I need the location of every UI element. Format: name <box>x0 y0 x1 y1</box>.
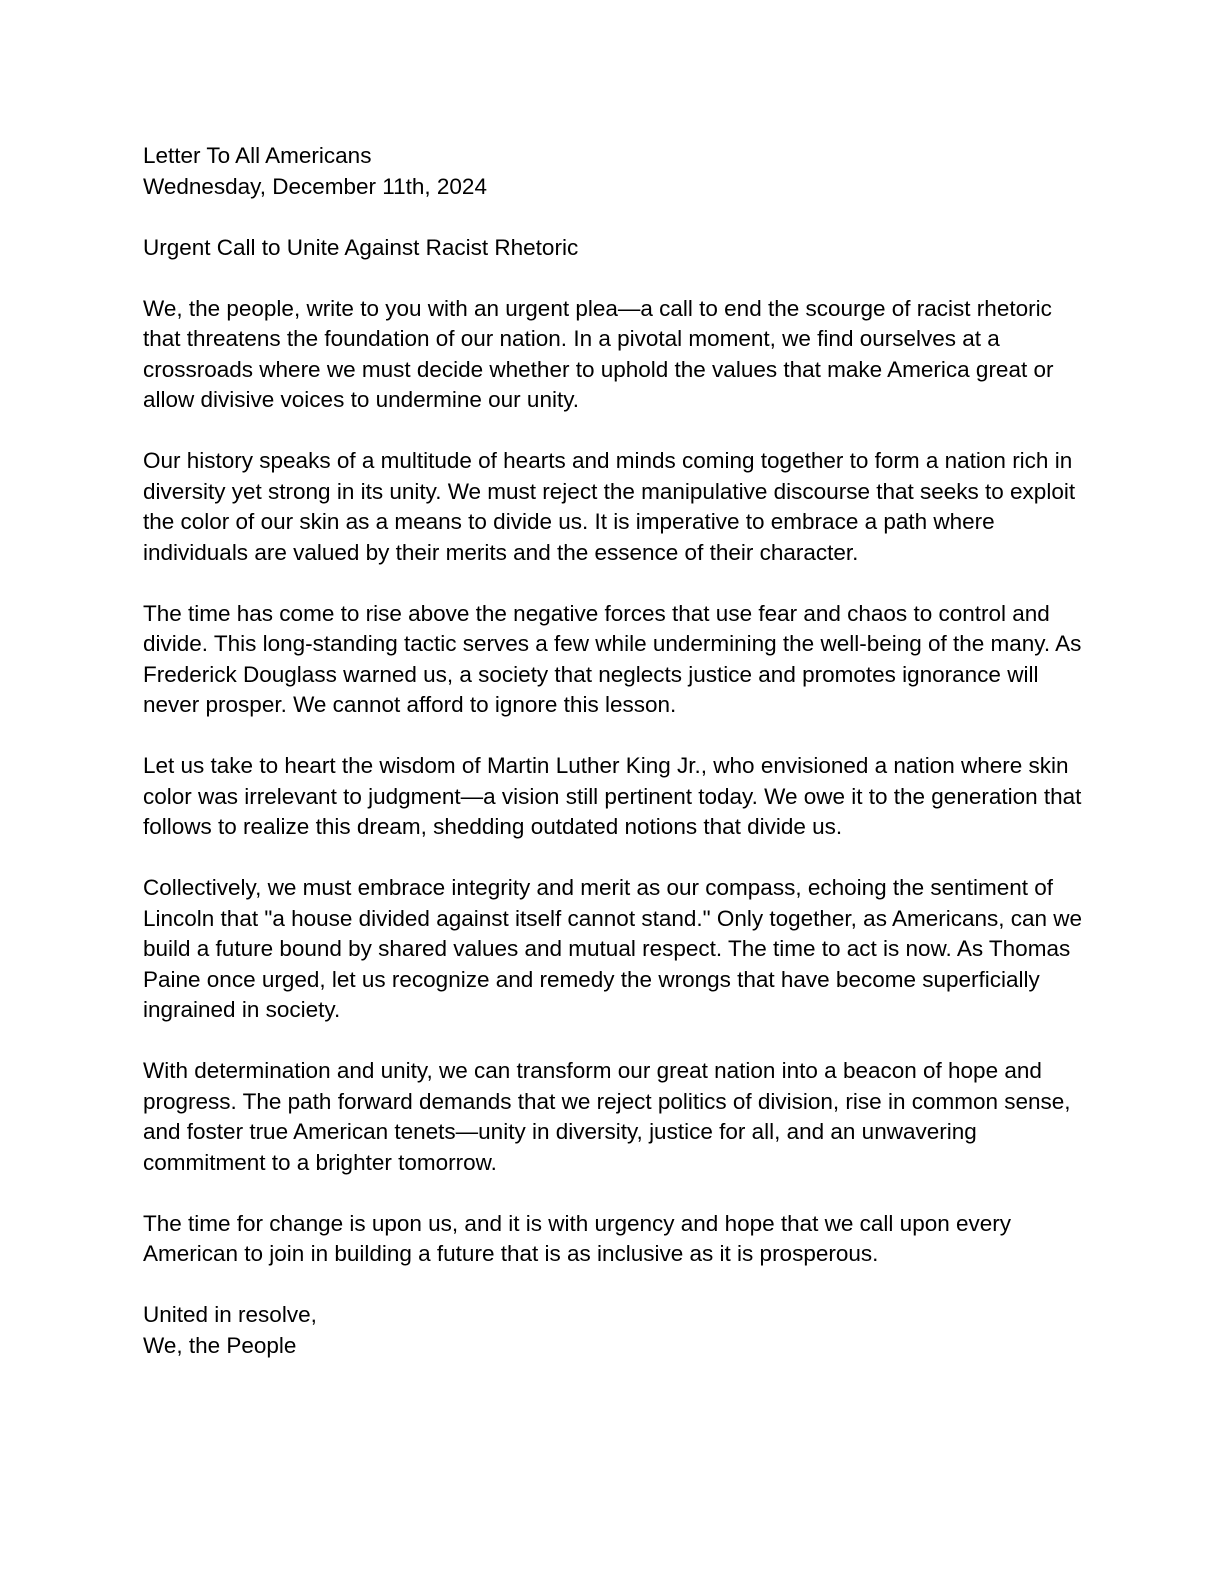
letter-date: Wednesday, December 11th, 2024 <box>143 173 487 199</box>
letter-subject: Urgent Call to Unite Against Racist Rhetoric <box>143 234 579 260</box>
paragraph-1: We, the people, write to you with an urgent plea—a call to end the scourge of racist rhetoric that threatens the foundation of our nation. In a pivotal moment, we find ourselves at a crossroads where we must decide whether to uphold the values that make America great or allow divisive voices to undermine our unity. <box>143 295 1054 412</box>
paragraph-5: Collectively, we must embrace integrity and merit as our compass, echoing the sentiment of Lincoln that "a house divided against itself cannot stand." Only together, as Americans, can we build a future bound by shared values and mutual respect. The time to act is now. As Thomas Paine once urged, let us recognize and remedy the wrongs that have become superficially ingrained in society. <box>143 875 1083 1022</box>
closing-salutation: United in resolve, <box>143 1302 317 1327</box>
paragraph-4: Let us take to heart the wisdom of Martin Luther King Jr., who envisioned a nation where skin color was irrelevant to judgment—a vision still pertinent today. We owe it to the generation that follows to realize this dream, shedding outdated notions that divide us. <box>143 753 1082 839</box>
letter-page <box>143 141 1083 1361</box>
letter-title: Letter To All Americans <box>143 143 372 168</box>
paragraph-6: With determination and unity, we can transform our great nation into a beacon of hope and progress. The path forward demands that we reject politics of division, rise in common sense, and foster true American tenets—unity in diversity, justice for all, and an unwavering commitment to a brighter tomorrow. <box>143 1058 1071 1175</box>
paragraph-2: Our history speaks of a multitude of hearts and minds coming together to form a nation rich in diversity yet strong in its unity. We must reject the manipulative discourse that seeks to exploit the color of our skin as a means to divide us. It is imperative to embrace a path where individuals are valued by their merits and the essence of their character. <box>143 448 1076 565</box>
paragraph-7: The time for change is upon us, and it is with urgency and hope that we call upon every American to join in building a future that is as inclusive as it is prosperous. <box>143 1210 1012 1266</box>
paragraph-3: The time has come to rise above the negative forces that use fear and chaos to control and divide. This long-standing tactic serves a few while undermining the well-being of the many. As Frederick Douglass warned us, a society that neglects justice and promotes ignorance will never prosper. We cannot afford to ignore this lesson. <box>143 600 1082 717</box>
closing-signatory: We, the People <box>143 1332 297 1358</box>
